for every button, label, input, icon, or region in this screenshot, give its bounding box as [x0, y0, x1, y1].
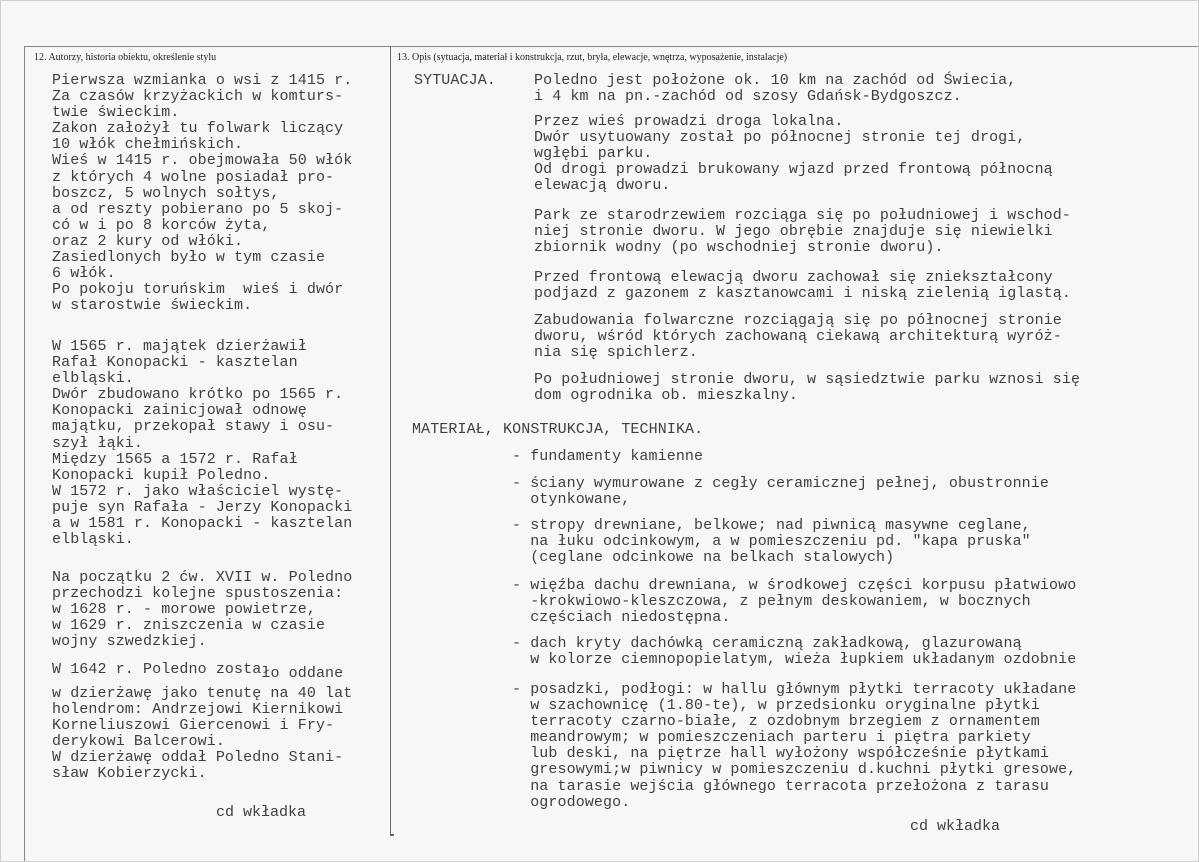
left-continuation-note: cd wkładka [216, 804, 307, 821]
material-heading: MATERIAŁ, KONSTRUKCJA, TECHNIKA. [412, 421, 704, 438]
history-paragraph-4-rest: w dzierżawę jako tenutę na 40 lat holendrom: Andrzejowi Kiernikowi Korneliuszowi Giercenowi i Fry- derykowi Balcerowi. W dzierżawę oddał Poledno Stani- sław Kobierzycki. [52, 685, 353, 783]
sytuacja-paragraph-2: Przez wieś prowadzi droga lokalna. Dwór usytuowany został po północnej stronie tej drogi, wgłębi parku. Od drogi prowadzi brukowany wjazd przed frontową północną elewacją dworu. [534, 113, 1053, 195]
material-item-4: - więźba dachu drewniana, w środkowej części korpusu płatwiowo -krokwiowo-kleszczowa, z pełnym deskowaniem, w bocznych częściach niedostępna. [512, 577, 1077, 627]
sytuacja-paragraph-3: Park ze starodrzewiem rozciąga się po południowej i wschod- niej stronie dworu. W jego obrębie znajduje się niewielki zbiornik wodny (po wschodniej stronie dworu). [534, 207, 1071, 257]
column-divider [390, 46, 391, 836]
right-continuation-note: cd wkładka [910, 818, 1001, 835]
sytuacja-paragraph-5: Zabudowania folwarczne rozciągają się po północnej stronie dworu, wśród których zachowaną ciekawą architekturą wyróż- nia się spichlerz. [534, 312, 1062, 362]
history-paragraph-4-b: ło oddane [261, 665, 344, 682]
history-paragraph-1: Pierwsza wzmianka o wsi z 1415 r. Za czasów krzyżackich w komturs- twie świeckim. Zakon założył tu folwark liczący 10 włók chełmińskich. Wieś w 1415 r. obejmowała 50 włók z których 4 wolne posiadał pro- boszcz, 5 wolnych sołtys, a od reszty pobierano po 5 skoj- có w i po 8 korców żyta, oraz 2 kury od włóki. Zasiedlonych było w tym czasie 6 włók. Po pokoju toruńskim wieś i dwór w starostwie świeckim. [52, 72, 353, 315]
column-divider-foot [390, 834, 394, 836]
sytuacja-paragraph-1: Poledno jest położone ok. 10 km na zachód od Świecia, i 4 km na pn.-zachód od szosy Gdańsk-Bydgoszcz. [534, 72, 1017, 106]
sytuacja-paragraph-4: Przed frontową elewacją dworu zachował się zniekształcony podjazd z gazonem z kasztanowcami i niską zielenią iglastą. [534, 269, 1071, 303]
material-item-6: - posadzki, podłogi: w hallu głównym płytki terracoty układane w szachownicę (1.80-te), w przedsionku oryginalne płytki terracoty czarno-białe, z ozdobnym brzegiem z ornamentem meandrowym; w pomieszczeniach parteru i piętra parkiety lub deski, na piętrze hall wyłożony współcześnie płytkami gresowymi;w piwnicy w pomieszczeniu d.kuchni płytki gresowe, na tarasie wejścia głównego terracota przełożona z tarasu ogrodowego. [512, 681, 1077, 811]
sytuacja-paragraph-6: Po południowej stronie dworu, w sąsiedztwie parku wznosi się dom ogrodnika ob. mieszkalny. [534, 371, 1081, 405]
material-item-3: - stropy drewniane, belkowe; nad piwnicą masywne ceglane, na łuku odcinkowym, a w pomieszczeniu pd. "kapa pruska" (ceglane odcinkowe na belkach stalowych) [512, 517, 1031, 567]
material-item-2: - ściany wymurowane z cegły ceramicznej pełnej, obustronnie otynkowane, [512, 475, 1049, 509]
history-paragraph-4-a: W 1642 r. Poledno zosta [52, 661, 262, 678]
history-paragraph-2: W 1565 r. majątek dzierżawił Rafał Konopacki - kasztelan elbląski. Dwór zbudowano krótko po 1565 r. Konopacki zainicjował odnowę majątku, przekopał stawy i osu- szył łąki. Między 1565 a 1572 r. Rafał Konopacki kupił Poledno. W 1572 r. jako właściciel wystę- puje syn Rafała - Jerzy Konopacki a w 1581 r. Konopacki - kasztelan elbląski. [52, 338, 353, 549]
material-item-5: - dach kryty dachówką ceramiczną zakładkową, glazurowaną w kolorze ciemnopopielatym, wieża łupkiem układanym ozdobnie [512, 635, 1077, 669]
history-paragraph-3: Na początku 2 ćw. XVII w. Poledno przechodzi kolejne spustoszenia: w 1628 r. - morowe powietrze, w 1629 r. zniszczenia w czasie wojny szwedzkiej. [52, 569, 353, 651]
section-13-header: 13. Opis (sytuacja, materiał i konstrukcja, rzut, bryła, elewacje, wnętrza, wyposażenie, instalacje) [397, 52, 788, 63]
section-12-header: 12. Autorzy, historia obiektu, określenie stylu [34, 52, 217, 63]
material-item-1: - fundamenty kamienne [512, 448, 704, 465]
history-paragraph-4-start [52, 661, 344, 682]
sytuacja-heading: SYTUACJA. [414, 72, 496, 89]
